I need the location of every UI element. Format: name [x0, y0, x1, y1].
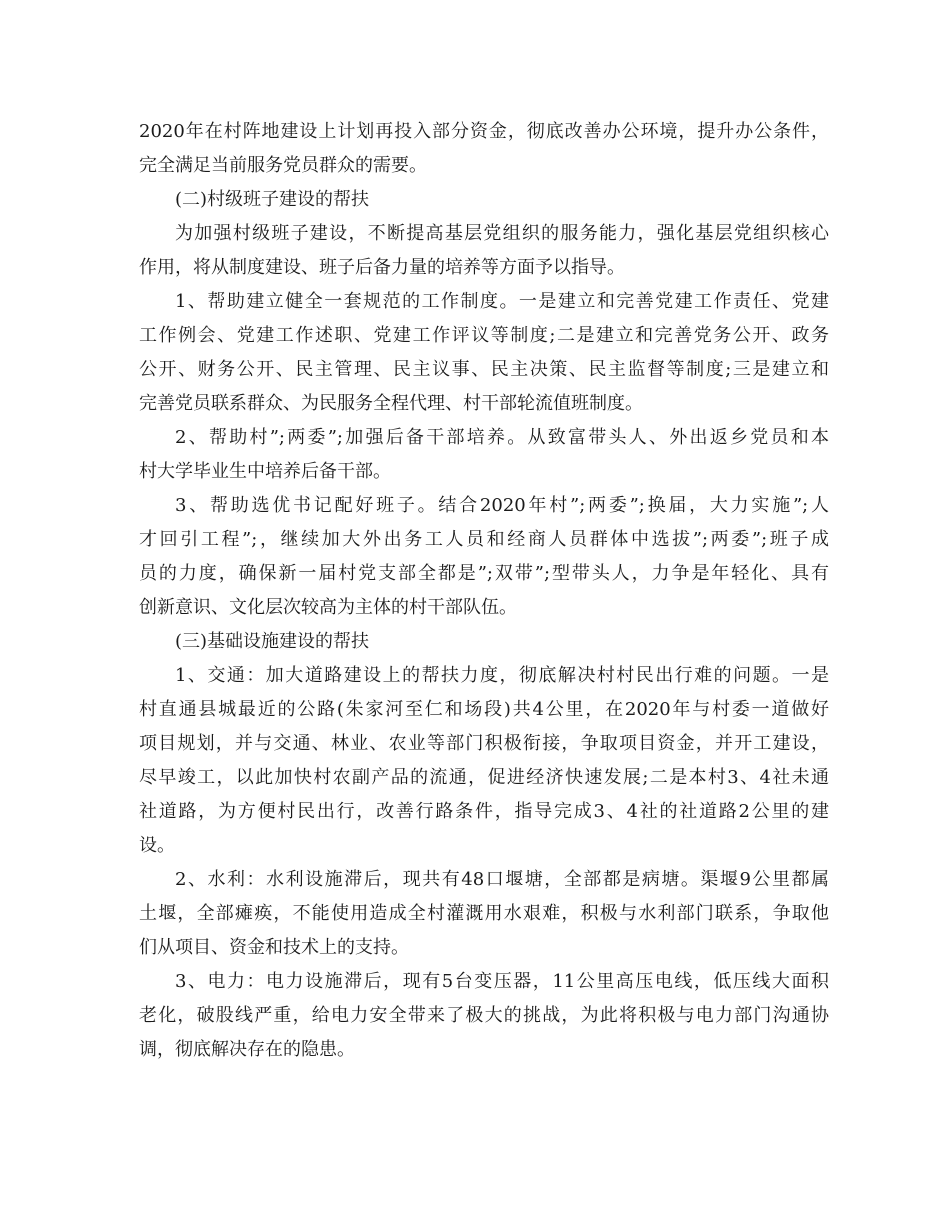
text-line: 2、帮助村”;两委”;加强后备干部培养。从致富带头人、外出返乡党员和本 [175, 427, 829, 448]
text-line: 社道路，为方便村民出行，改善行路条件，指导完成3、4社的社道路2公里的建 [139, 801, 829, 822]
text-line: 完善党员联系群众、为民服务全程代理、村干部轮流值班制度。 [139, 393, 643, 414]
section-heading: (二)村级班子建设的帮扶 [175, 189, 370, 210]
text-line: 1、交通：加大道路建设上的帮扶力度，彻底解决村村民出行难的问题。一是 [175, 665, 829, 686]
text-line: 设。 [139, 835, 175, 856]
text-line: 村大学毕业生中培养后备干部。 [139, 461, 391, 482]
text-line: 工作例会、党建工作述职、党建工作评议等制度;二是建立和完善党务公开、政务 [139, 325, 829, 346]
text-line: 2、水利：水利设施滞后，现共有48口堰塘，全部都是病塘。渠堰9公里都属 [175, 869, 829, 890]
text-line: 村直通县城最近的公路(朱家河至仁和场段)共4公里，在2020年与村委一道做好 [139, 699, 829, 720]
section-heading: (三)基础设施建设的帮扶 [175, 631, 370, 652]
text-line: 公开、财务公开、民主管理、民主议事、民主决策、民主监督等制度;三是建立和 [139, 359, 829, 380]
text-line: 土堰，全部瘫痪，不能使用造成全村灌溉用水艰难，积极与水利部门联系，争取他 [139, 903, 829, 924]
text-line: 尽早竣工，以此加快村农副产品的流通，促进经济快速发展;二是本村3、4社未通 [139, 767, 829, 788]
text-line: 员的力度，确保新一届村党支部全都是”;双带”;型带头人，力争是年轻化、具有 [139, 563, 829, 584]
text-line: 为加强村级班子建设，不断提高基层党组织的服务能力，强化基层党组织核心 [175, 223, 829, 244]
text-line: 调，彻底解决存在的隐患。 [139, 1039, 355, 1060]
text-line: 创新意识、文化层次较高为主体的村干部队伍。 [139, 597, 517, 618]
text-line: 老化，破股线严重，给电力安全带来了极大的挑战，为此将积极与电力部门沟通协 [139, 1005, 829, 1026]
text-line: 3、帮助选优书记配好班子。结合2020年村”;两委”;换届，大力实施”;人 [175, 495, 829, 516]
text-line: 2020年在村阵地建设上计划再投入部分资金，彻底改善办公环境，提升办公条件， [139, 121, 829, 142]
text-line: 们从项目、资金和技术上的支持。 [139, 937, 409, 958]
text-line: 1、帮助建立健全一套规范的工作制度。一是建立和完善党建工作责任、党建 [175, 291, 829, 312]
text-line: 作用，将从制度建设、班子后备力量的培养等方面予以指导。 [139, 257, 625, 278]
text-line: 项目规划，并与交通、林业、农业等部门积极衔接，争取项目资金，并开工建设， [139, 733, 829, 754]
text-line: 完全满足当前服务党员群众的需要。 [139, 155, 427, 176]
text-line: 才回引工程”;，继续加大外出务工人员和经商人员群体中选拔”;两委”;班子成 [139, 529, 829, 550]
text-line: 3、电力：电力设施滞后，现有5台变压器，11公里高压电线，低压线大面积 [175, 971, 829, 992]
